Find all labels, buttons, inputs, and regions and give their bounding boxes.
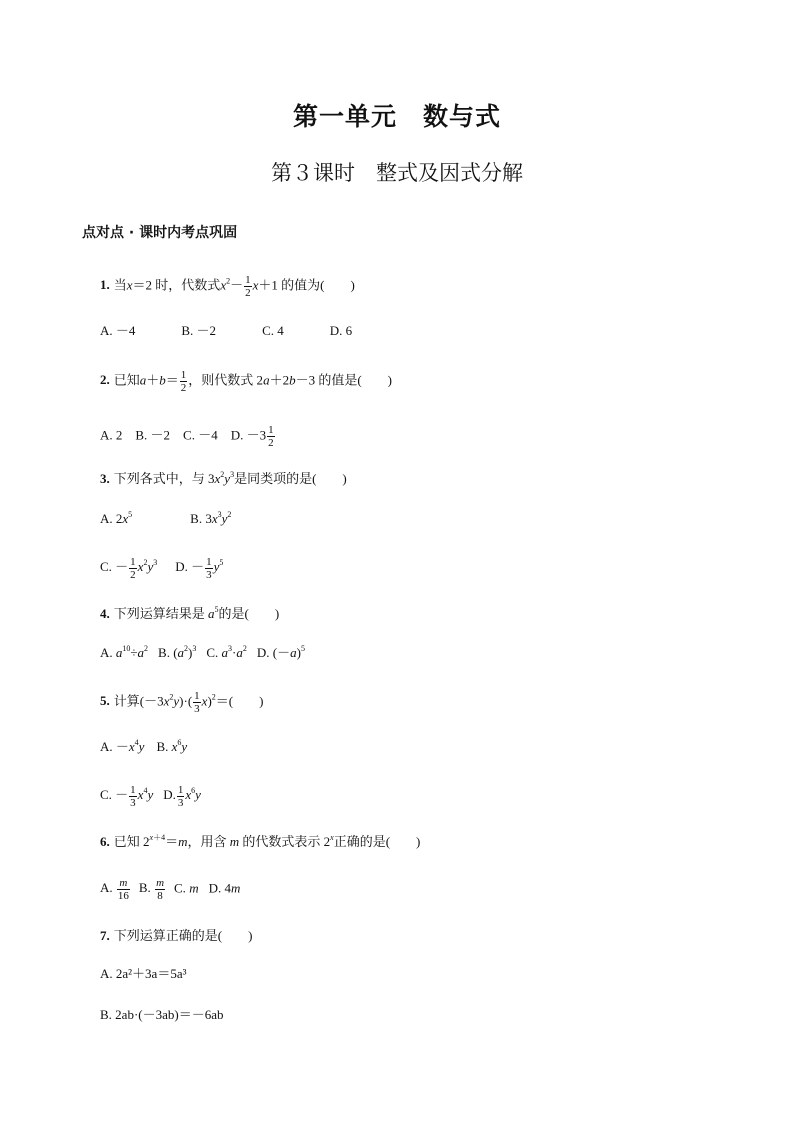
question-2: 2. 已知a＋b＝ $\frac{1}{2}$ ，则代数式 2a＋2b－3 的值是( ) [100,369,392,394]
q7-option-b[interactable]: B. 2ab·(－3ab)＝－6ab [100,1007,224,1022]
question-6-options [100,877,240,902]
q6-option-a[interactable]: A. $\frac{m}{16}$ [100,877,129,902]
q3-option-b[interactable]: B. $3x^3y^2$ [190,510,232,526]
question-5-options-row1 [100,738,187,756]
q1-option-a[interactable]: A. －4 [100,323,136,338]
question-4: 4. 下列运算结果是 $a^5$的是( ) [100,605,280,621]
question-6: 6. 已知 $2^{x+4}=m$，用含 m 的代数式表示 2$^x$正确的是( ) [100,833,421,849]
question-3: 3. 下列各式中，与 $3x^2y^3$是同类项的是( ) [100,470,347,486]
q6-option-b[interactable]: B. $\frac{m}{8}$ [138,877,165,902]
q4-option-a[interactable]: A. $a^{10}\div a^2$ [100,644,149,660]
question-1: 1. 当x＝2 时，代数式$x^2-$ $\frac{1}{2}$ x＋1 的值为( ) [100,274,355,299]
q6-option-c[interactable]: C. m [174,880,199,896]
q4-option-b[interactable]: B. $(a^2)^3$ [158,644,197,660]
q4-option-c[interactable]: C. $a^3\cdot a^2$ [206,644,247,660]
section-heading: 点对点 · 课时内考点巩固 [82,225,238,241]
question-3-options-row1 [100,510,231,528]
q4-option-d[interactable]: D. $(-a)^5$ [256,644,305,660]
q7-option-a[interactable]: A. 2a²＋3a＝5a³ [100,966,187,981]
question-1-options [100,322,352,340]
question-7: 7. 下列运算正确的是( ) [100,928,253,943]
question-2-options[interactable]: A. 2 B. －2 C. －4 D. －3 $\frac{1}{2}$ [100,424,274,449]
q1-option-d[interactable]: D. 6 [329,323,353,338]
question-5: 5. 计算$(-3x^2y)\cdot$( $\frac{1}{3}$ x)$^2$＝( ) [100,690,264,715]
q1-option-b[interactable]: B. －2 [181,323,217,338]
q5-option-b[interactable]: B. $x^6y$ [156,738,188,754]
q5-option-c[interactable]: C. － $\frac{1}{3}$ $x^4y$ [100,784,154,809]
q5-option-a[interactable]: A. $-x^4y$ [100,738,145,754]
q3-option-c[interactable]: C. － $\frac{1}{2}$ $x^2y^3$ [100,556,158,581]
unit-title: 第一单元 数与式 [292,102,501,131]
question-5-options-row2 [100,784,201,809]
question-4-options [100,644,305,662]
q5-option-d[interactable]: D. $\frac{1}{3}$ $x^6y$ [163,784,201,809]
q3-option-d[interactable]: D. － $\frac{1}{3}$ $y^5$ [175,556,224,581]
q3-option-a[interactable]: A. $2x^5$ [100,510,133,526]
lesson-title: 第３课时 整式及因式分解 [271,161,523,185]
question-3-options-row2 [100,556,223,581]
q6-option-d[interactable]: D. 4m [208,880,241,896]
q1-option-c[interactable]: C. 4 [262,323,284,338]
